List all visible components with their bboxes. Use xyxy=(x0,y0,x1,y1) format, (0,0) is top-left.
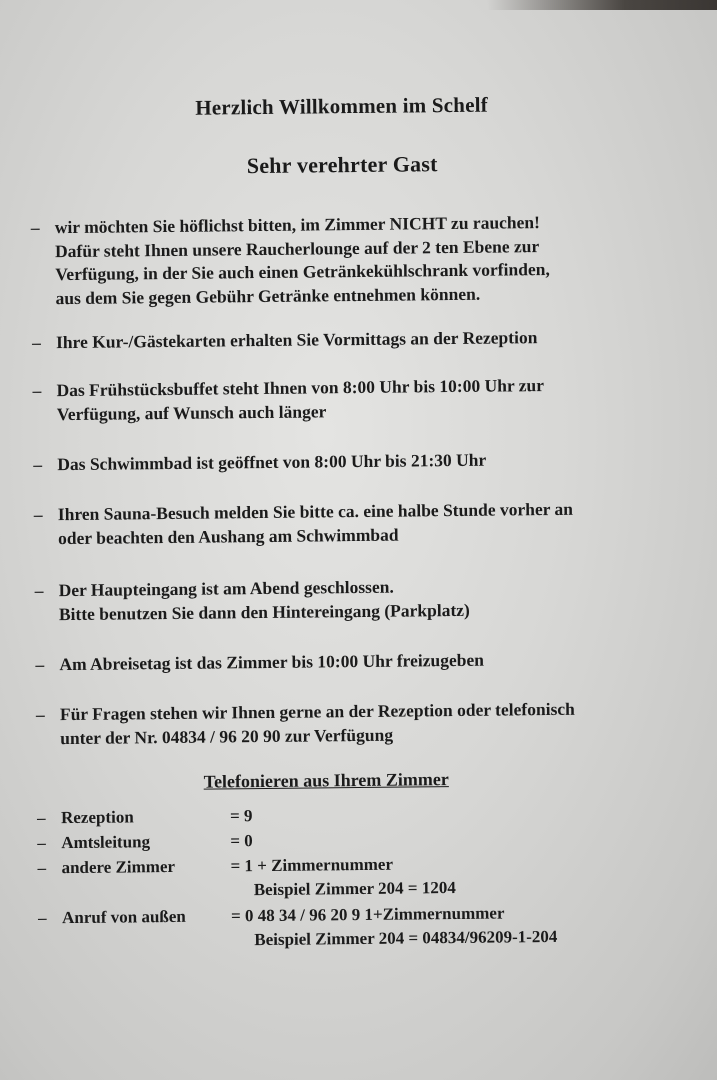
item-line: Für Fragen stehen wir Ihnen gerne an der Rezeption oder telefonisch xyxy=(59,698,575,725)
notice-heading: Herzlich Willkommen im Schelf xyxy=(195,92,489,120)
item-line: wir möchten Sie höflichst bitten, im Zimmer NICHT zu rauchen! xyxy=(54,212,541,238)
bullet-dash: – xyxy=(30,217,40,238)
notice-item-smoking xyxy=(30,210,671,308)
notice-item-entrance xyxy=(34,573,675,624)
bullet-dash: – xyxy=(32,380,42,401)
phone-label: andere Zimmer xyxy=(61,856,176,878)
bullet-dash: – xyxy=(37,858,47,878)
notice-item-questions xyxy=(35,697,676,748)
notice-item-pool xyxy=(33,447,673,475)
bullet-dash: – xyxy=(35,704,45,725)
item-line: Ihren Sauna-Besuch melden Sie bitte ca. eine halbe Stunde vorher an xyxy=(57,498,574,525)
notice-item-checkout xyxy=(35,647,675,675)
bullet-dash: – xyxy=(33,504,43,525)
notice-item-breakfast xyxy=(32,373,672,424)
item-line: Verfügung, in der Sie auch einen Getränkekühlschrank vorfinden, xyxy=(55,258,550,285)
item-line: Das Schwimmbad ist geöffnet von 8:00 Uhr bis 21:30 Uhr xyxy=(57,449,487,475)
notice-subheading: Sehr verehrter Gast xyxy=(246,151,438,179)
bullet-dash: – xyxy=(34,580,44,601)
phone-example: Beispiel Zimmer 204 = 04834/96209-1-204 xyxy=(254,926,558,950)
phone-section-title: Telefonieren aus Ihrem Zimmer xyxy=(203,769,449,792)
bullet-dash: – xyxy=(33,454,43,475)
item-line: Bitte benutzen Sie dann den Hintereingang (Parkplatz) xyxy=(58,599,470,624)
notice-item-sauna xyxy=(33,497,674,548)
item-line: Am Abreisetag ist das Zimmer bis 10:00 Uhr freizugeben xyxy=(59,649,485,675)
bullet-dash: – xyxy=(36,808,46,828)
item-line: Ihre Kur-/Gästekarten erhalten Sie Vormittags an der Rezeption xyxy=(55,327,538,353)
phone-label: Rezeption xyxy=(60,807,134,828)
bullet-dash: – xyxy=(37,833,46,853)
phone-value: = 0 xyxy=(230,831,253,851)
item-line: Dafür steht Ihnen unsere Raucherlounge auf der 2 ten Ebene zur xyxy=(54,235,540,261)
item-line: aus dem Sie gegen Gebühr Getränke entnehmen können. xyxy=(55,283,481,308)
item-line: Der Haupteingang ist am Abend geschlossen. xyxy=(58,576,394,601)
phone-value: = 1 + Zimmernummer xyxy=(230,854,394,876)
bullet-dash: – xyxy=(37,908,47,928)
phone-value: = 0 48 34 / 96 20 9 1+Zimmernummer xyxy=(230,903,505,926)
phone-value: = 9 xyxy=(229,806,253,826)
item-line: Das Frühstücksbuffet steht Ihnen von 8:00 Uhr bis 10:00 Uhr zur xyxy=(56,375,545,401)
item-line: oder beachten den Aushang am Schwimmbad xyxy=(57,524,399,548)
bullet-dash: – xyxy=(31,332,41,353)
phone-label: Amtsleitung xyxy=(61,832,151,853)
notice-item-guest-cards xyxy=(31,325,672,353)
item-line: unter der Nr. 04834 / 96 20 90 zur Verfügung xyxy=(60,724,394,748)
bullet-dash: – xyxy=(35,654,45,675)
item-line: Verfügung, auf Wunsch auch länger xyxy=(56,400,327,424)
phone-label: Anruf von außen xyxy=(61,906,186,928)
phone-example: Beispiel Zimmer 204 = 1204 xyxy=(253,878,456,900)
